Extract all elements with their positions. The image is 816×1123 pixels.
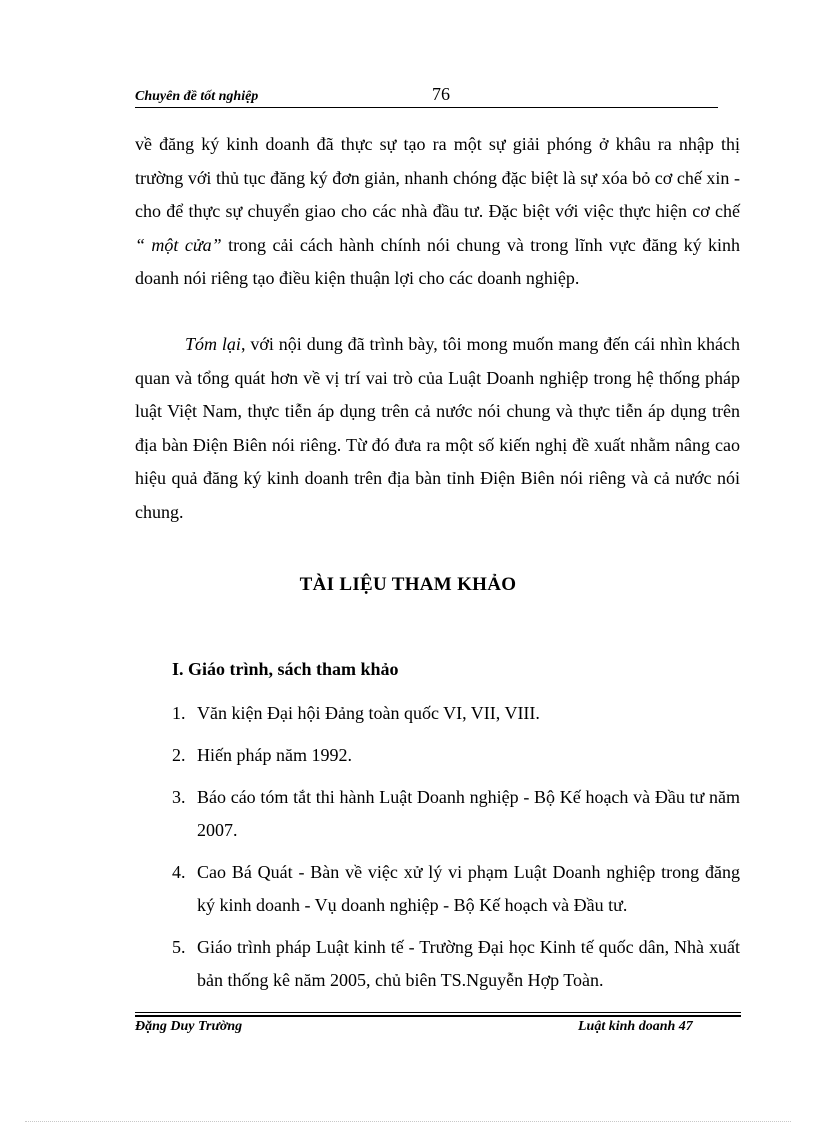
footer-divider-bottom xyxy=(135,1015,741,1017)
reference-text: Văn kiện Đại hội Đảng toàn quốc VI, VII, VIII. xyxy=(197,703,540,723)
reference-number: 5. xyxy=(172,937,186,957)
page-number: 76 xyxy=(432,84,450,104)
paragraph-1-text: về đăng ký kinh doanh đã thực sự tạo ra một sự giải phóng ở khâu ra nhập thị trường với thủ tục đăng ký đơn giản, nhanh chóng đặc biệt là sự xóa bỏ cơ chế xin - cho để thực sự chuyển giao cho các nhà đầu tư. Đặc biệt với việc thực hiện cơ chế xyxy=(135,134,740,221)
reference-text: Giáo trình pháp Luật kinh tế - Trường Đại học Kinh tế quốc dân, Nhà xuất bản thống kê năm 2005, chủ biên TS.Nguyễn Hợp Toàn. xyxy=(197,937,740,990)
paragraph-2-lead: Tóm lại xyxy=(185,334,241,354)
reference-text: Báo cáo tóm tắt thi hành Luật Doanh nghiệp - Bộ Kế hoạch và Đầu tư năm 2007. xyxy=(197,787,740,840)
body-paragraph-1 xyxy=(135,128,740,296)
reference-item xyxy=(172,856,740,922)
reference-item xyxy=(172,697,740,730)
references-list xyxy=(172,697,740,1006)
page-edge-divider xyxy=(25,1121,791,1122)
footer-class: Luật kinh doanh 47 xyxy=(578,1019,693,1034)
paragraph-1-end: trong cải cách hành chính nói chung và trong lĩnh vực đăng ký kinh doanh nói riêng tạo điều kiện thuận lợi cho các doanh nghiệp. xyxy=(135,234,741,288)
references-heading: TÀI LIỆU THAM KHẢO xyxy=(299,574,517,595)
reference-number: 3. xyxy=(172,787,186,807)
paragraph-2-text: , với nội dung đã trình bày, tôi mong muốn mang đến cái nhìn khách quan và tổng quát hơn về vị trí vai trò của Luật Doanh nghiệp trong hệ thống pháp luật Việt Nam, thực tiễn áp dụng trên cả nước nói chung và thực tiễn áp dụng trên địa bàn Điện Biên nói riêng. Từ đó đưa ra một số kiến nghị đề xuất nhằm nâng cao hiệu quả đăng ký kinh doanh trên địa bàn tỉnh Điện Biên nói riêng và cả nước nói chung. xyxy=(135,334,740,522)
header-title: Chuyên đề tốt nghiệp xyxy=(135,89,259,104)
reference-item xyxy=(172,739,740,772)
reference-text: Hiến pháp năm 1992. xyxy=(197,745,352,765)
header-divider xyxy=(135,107,718,108)
references-section-title: I. Giáo trình, sách tham khảo xyxy=(172,659,399,679)
footer-divider-top xyxy=(135,1012,741,1013)
reference-number: 4. xyxy=(172,862,186,882)
reference-number: 2. xyxy=(172,745,186,765)
reference-item xyxy=(172,781,740,847)
reference-text: Cao Bá Quát - Bàn về việc xử lý vi phạm Luật Doanh nghiệp trong đăng ký kinh doanh - Vụ doanh nghiệp - Bộ Kế hoạch và Đầu tư. xyxy=(197,862,740,915)
reference-number: 1. xyxy=(172,703,186,723)
footer-author: Đặng Duy Trường xyxy=(135,1019,243,1034)
paragraph-1-quote: “ một cửa” xyxy=(135,234,222,255)
body-paragraph-2 xyxy=(135,328,740,529)
reference-item xyxy=(172,931,740,997)
page-header xyxy=(135,84,717,108)
